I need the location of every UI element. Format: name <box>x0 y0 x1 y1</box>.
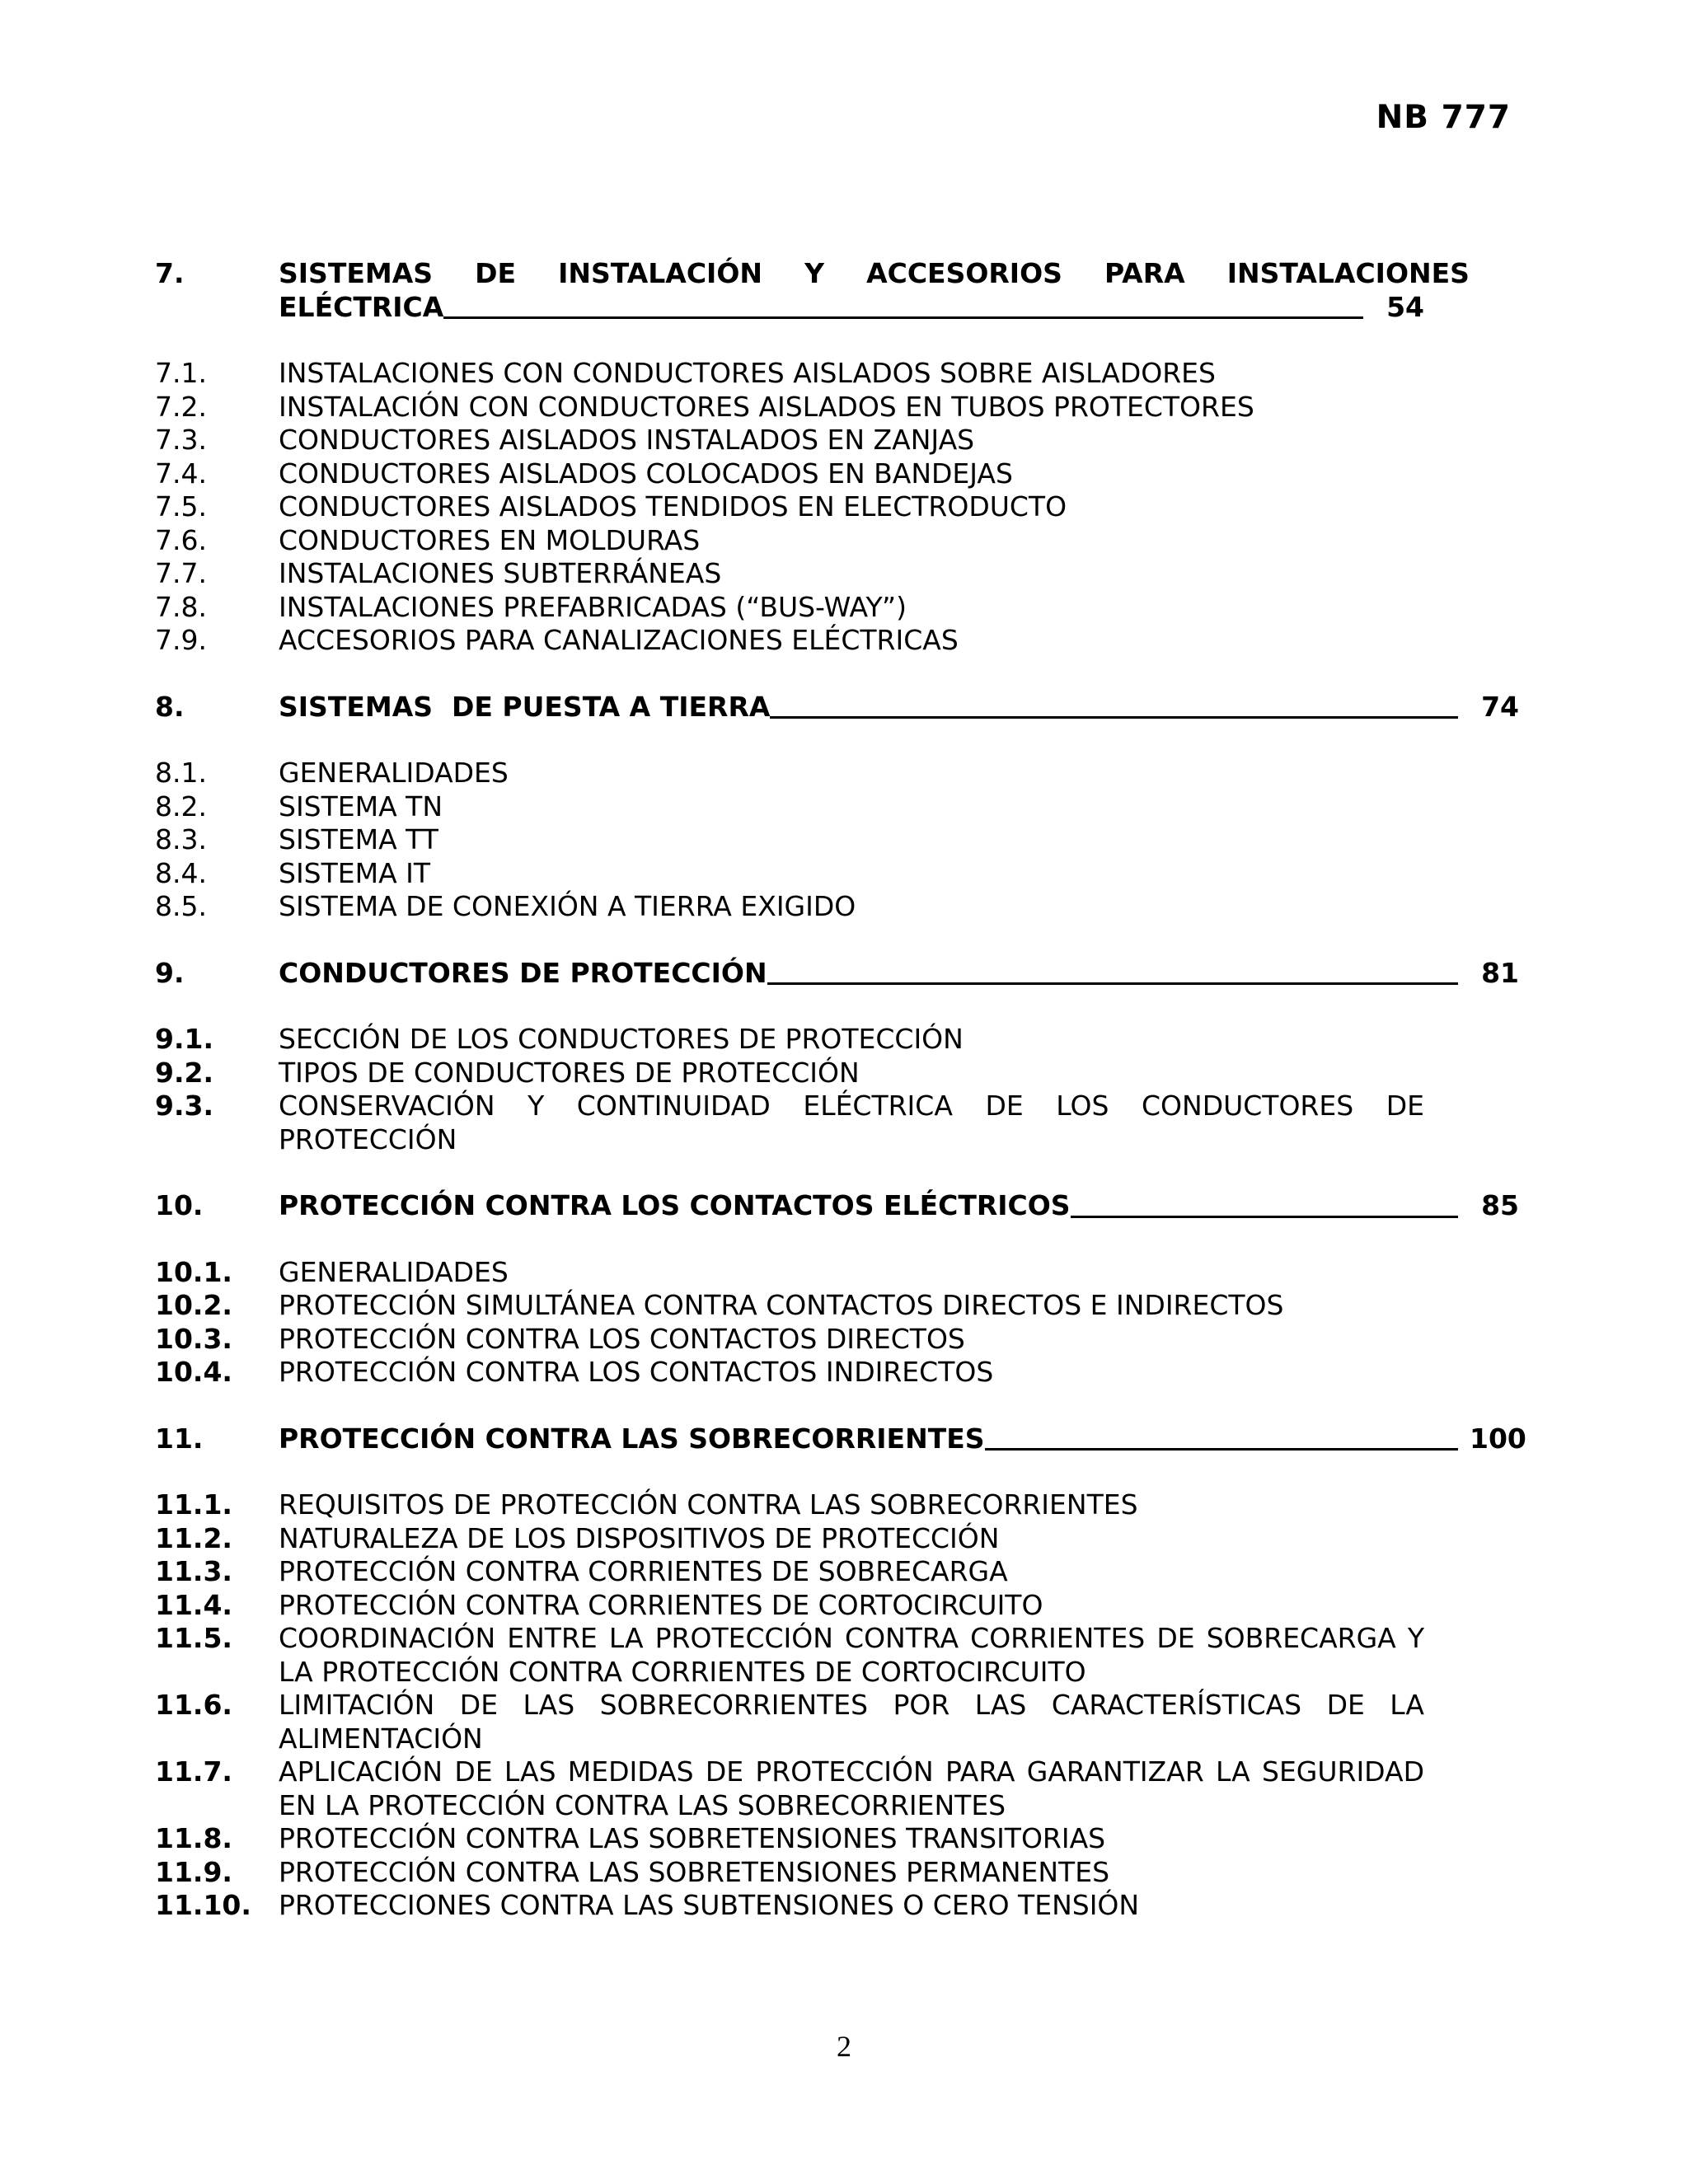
dot-leader <box>443 316 1363 319</box>
toc-item[interactable] <box>155 1356 1519 1390</box>
item-number: 8.4. <box>155 856 207 889</box>
item-text: CONDUCTORES AISLADOS TENDIDOS EN ELECTRODUCTO <box>279 490 1067 523</box>
item-number: 9.3. <box>155 1090 213 1122</box>
item-text: APLICACIÓN DE LAS MEDIDAS DE PROTECCIÓN PARA GARANTIZAR LA SEGURIDAD EN LA PROTECCIÓN CONTRA LAS SOBRECORRIENTES <box>279 1755 1424 1821</box>
dot-leader <box>767 982 1458 985</box>
item-text: SISTEMA TN <box>279 790 443 823</box>
toc-item[interactable] <box>155 1256 1519 1290</box>
toc-item[interactable] <box>155 1289 1519 1323</box>
title-word: Y <box>804 257 824 289</box>
item-number: 11.2. <box>155 1521 232 1554</box>
toc-item[interactable] <box>155 424 1519 457</box>
item-text: COORDINACIÓN ENTRE LA PROTECCIÓN CONTRA CORRIENTES DE SOBRECARGA Y LA PROTECCIÓN CONTRA CORRIENTES DE CORTOCIRCUITO <box>279 1622 1424 1688</box>
toc-item[interactable] <box>155 1555 1519 1589</box>
section-page-number: 54 <box>1386 290 1424 323</box>
item-number: 11.4. <box>155 1588 232 1621</box>
toc-item[interactable] <box>155 1323 1519 1357</box>
item-number: 10.4. <box>155 1356 232 1388</box>
item-text: TIPOS DE CONDUCTORES DE PROTECCIÓN <box>279 1056 860 1089</box>
item-text: PROTECCIÓN CONTRA LOS CONTACTOS DIRECTOS <box>279 1322 965 1355</box>
item-number: 11.6. <box>155 1689 232 1721</box>
item-number: 10.1. <box>155 1255 232 1288</box>
item-text: INSTALACIONES CON CONDUCTORES AISLADOS SOBRE AISLADORES <box>279 357 1216 389</box>
item-number: 11.5. <box>155 1622 232 1654</box>
title-word: SISTEMAS <box>279 257 434 289</box>
section-title-line-1 <box>279 257 1470 291</box>
toc-item[interactable] <box>155 1889 1519 1923</box>
item-number: 7.5. <box>155 490 207 523</box>
toc-item[interactable] <box>155 591 1519 625</box>
toc-section-9[interactable] <box>155 957 1519 991</box>
section-number: 7. <box>155 257 185 289</box>
toc-section-7[interactable] <box>155 257 1519 324</box>
toc-item[interactable] <box>155 1856 1519 1890</box>
toc-section-11[interactable] <box>155 1422 1526 1456</box>
section-page-number: 85 <box>1481 1189 1519 1221</box>
item-number: 11.1. <box>155 1488 232 1521</box>
item-text: PROTECCIONES CONTRA LAS SUBTENSIONES O CERO TENSIÓN <box>279 1889 1140 1921</box>
item-number: 9.2. <box>155 1056 213 1089</box>
section-title-line-2 <box>279 291 1424 325</box>
toc-item[interactable] <box>155 1622 1519 1689</box>
item-number: 11.8. <box>155 1822 232 1854</box>
item-number: 7.7. <box>155 557 207 589</box>
item-text: GENERALIDADES <box>279 1255 509 1288</box>
item-text: GENERALIDADES <box>279 757 509 789</box>
toc-item[interactable] <box>155 757 1519 790</box>
toc-item[interactable] <box>155 457 1519 491</box>
toc-item[interactable] <box>155 1488 1519 1522</box>
title-word: INSTALACIÓN <box>558 257 762 289</box>
section-title: SISTEMAS DE PUESTA A TIERRA <box>279 690 771 723</box>
toc-item[interactable] <box>155 1023 1519 1057</box>
item-text: SISTEMA IT <box>279 856 431 889</box>
item-text: SISTEMA TT <box>279 823 438 855</box>
section-page-number: 100 <box>1470 1422 1526 1455</box>
section-title: PROTECCIÓN CONTRA LOS CONTACTOS ELÉCTRICOS <box>279 1189 1071 1221</box>
toc-item[interactable] <box>155 357 1519 391</box>
item-number: 8.5. <box>155 890 207 922</box>
dot-leader <box>1071 1216 1458 1218</box>
toc-section-10[interactable] <box>155 1189 1519 1223</box>
toc-item[interactable] <box>155 1589 1519 1623</box>
toc-item[interactable] <box>155 1822 1519 1856</box>
page-number: 2 <box>837 2030 851 2063</box>
item-number: 11.10. <box>155 1889 251 1921</box>
section-page-number: 74 <box>1481 690 1519 723</box>
toc-item[interactable] <box>155 890 1519 924</box>
section-page-number: 81 <box>1481 956 1519 989</box>
item-number: 7.2. <box>155 390 207 423</box>
toc-item[interactable] <box>155 624 1519 658</box>
section-title: CONDUCTORES DE PROTECCIÓN <box>279 956 767 989</box>
title-word: PARA <box>1104 257 1185 289</box>
toc-item[interactable] <box>155 1689 1519 1755</box>
table-of-contents <box>155 257 1526 1923</box>
section-title <box>279 257 1470 324</box>
dot-leader <box>770 716 1458 719</box>
item-number: 7.1. <box>155 357 207 389</box>
item-text: CONDUCTORES AISLADOS INSTALADOS EN ZANJAS <box>279 424 975 456</box>
item-number: 7.8. <box>155 590 207 623</box>
item-text: PROTECCIÓN SIMULTÁNEA CONTRA CONTACTOS DIRECTOS E INDIRECTOS <box>279 1289 1284 1321</box>
item-text: PROTECCIÓN CONTRA LAS SOBRETENSIONES PERMANENTES <box>279 1855 1110 1888</box>
title-word: INSTALACIONES <box>1226 257 1470 289</box>
item-text: PROTECCIÓN CONTRA CORRIENTES DE CORTOCIRCUITO <box>279 1588 1043 1621</box>
section-number: 8. <box>155 690 185 723</box>
toc-item[interactable] <box>155 391 1519 424</box>
item-text: INSTALACIONES PREFABRICADAS (“BUS-WAY”) <box>279 590 907 623</box>
item-number: 11.7. <box>155 1755 232 1788</box>
item-number: 10.2. <box>155 1289 232 1321</box>
toc-item[interactable] <box>155 490 1519 524</box>
toc-item[interactable] <box>155 1057 1519 1090</box>
dot-leader <box>985 1448 1458 1451</box>
title-word: ACCESORIOS <box>866 257 1062 289</box>
item-number: 7.6. <box>155 523 207 556</box>
toc-item[interactable] <box>155 1522 1519 1556</box>
section-number: 10. <box>155 1189 204 1221</box>
section-number: 9. <box>155 956 185 989</box>
title-word: ELÉCTRICA <box>279 290 444 323</box>
item-text: SISTEMA DE CONEXIÓN A TIERRA EXIGIDO <box>279 890 856 922</box>
section-title: PROTECCIÓN CONTRA LAS SOBRECORRIENTES <box>279 1422 985 1455</box>
item-text: INSTALACIONES SUBTERRÁNEAS <box>279 557 722 589</box>
item-number: 7.4. <box>155 457 207 490</box>
item-number: 8.2. <box>155 790 207 823</box>
toc-item[interactable] <box>155 557 1519 591</box>
item-text: INSTALACIÓN CON CONDUCTORES AISLADOS EN TUBOS PROTECTORES <box>279 390 1254 423</box>
item-text: REQUISITOS DE PROTECCIÓN CONTRA LAS SOBRECORRIENTES <box>279 1488 1138 1521</box>
item-text: PROTECCIÓN CONTRA CORRIENTES DE SOBRECARGA <box>279 1555 1008 1587</box>
toc-item[interactable] <box>155 857 1519 891</box>
toc-item[interactable] <box>155 524 1519 558</box>
item-text: LIMITACIÓN DE LAS SOBRECORRIENTES POR LAS CARACTERÍSTICAS DE LA ALIMENTACIÓN <box>279 1689 1424 1755</box>
item-number: 11.3. <box>155 1555 232 1587</box>
item-text: CONDUCTORES EN MOLDURAS <box>279 523 701 556</box>
toc-item[interactable] <box>155 823 1519 857</box>
section-number: 11. <box>155 1422 204 1455</box>
item-text: ACCESORIOS PARA CANALIZACIONES ELÉCTRICAS <box>279 624 959 656</box>
toc-item[interactable] <box>155 1090 1519 1156</box>
item-text: CONSERVACIÓN Y CONTINUIDAD ELÉCTRICA DE LOS CONDUCTORES DE PROTECCIÓN <box>279 1090 1424 1155</box>
item-number: 9.1. <box>155 1023 213 1055</box>
item-number: 7.9. <box>155 624 207 656</box>
item-text: PROTECCIÓN CONTRA LAS SOBRETENSIONES TRANSITORIAS <box>279 1822 1106 1854</box>
item-number: 11.9. <box>155 1855 232 1888</box>
toc-section-8[interactable] <box>155 691 1519 724</box>
document-code: NB 777 <box>1376 99 1511 136</box>
item-number: 7.3. <box>155 424 207 456</box>
toc-item[interactable] <box>155 1755 1519 1822</box>
item-text: SECCIÓN DE LOS CONDUCTORES DE PROTECCIÓN <box>279 1023 964 1055</box>
item-number: 8.1. <box>155 757 207 789</box>
item-text: PROTECCIÓN CONTRA LOS CONTACTOS INDIRECTOS <box>279 1356 994 1388</box>
item-number: 8.3. <box>155 823 207 855</box>
toc-item[interactable] <box>155 790 1519 824</box>
item-number: 10.3. <box>155 1322 232 1355</box>
title-word: DE <box>475 257 517 289</box>
item-text: NATURALEZA DE LOS DISPOSITIVOS DE PROTECCIÓN <box>279 1521 1000 1554</box>
item-text: CONDUCTORES AISLADOS COLOCADOS EN BANDEJAS <box>279 457 1013 490</box>
